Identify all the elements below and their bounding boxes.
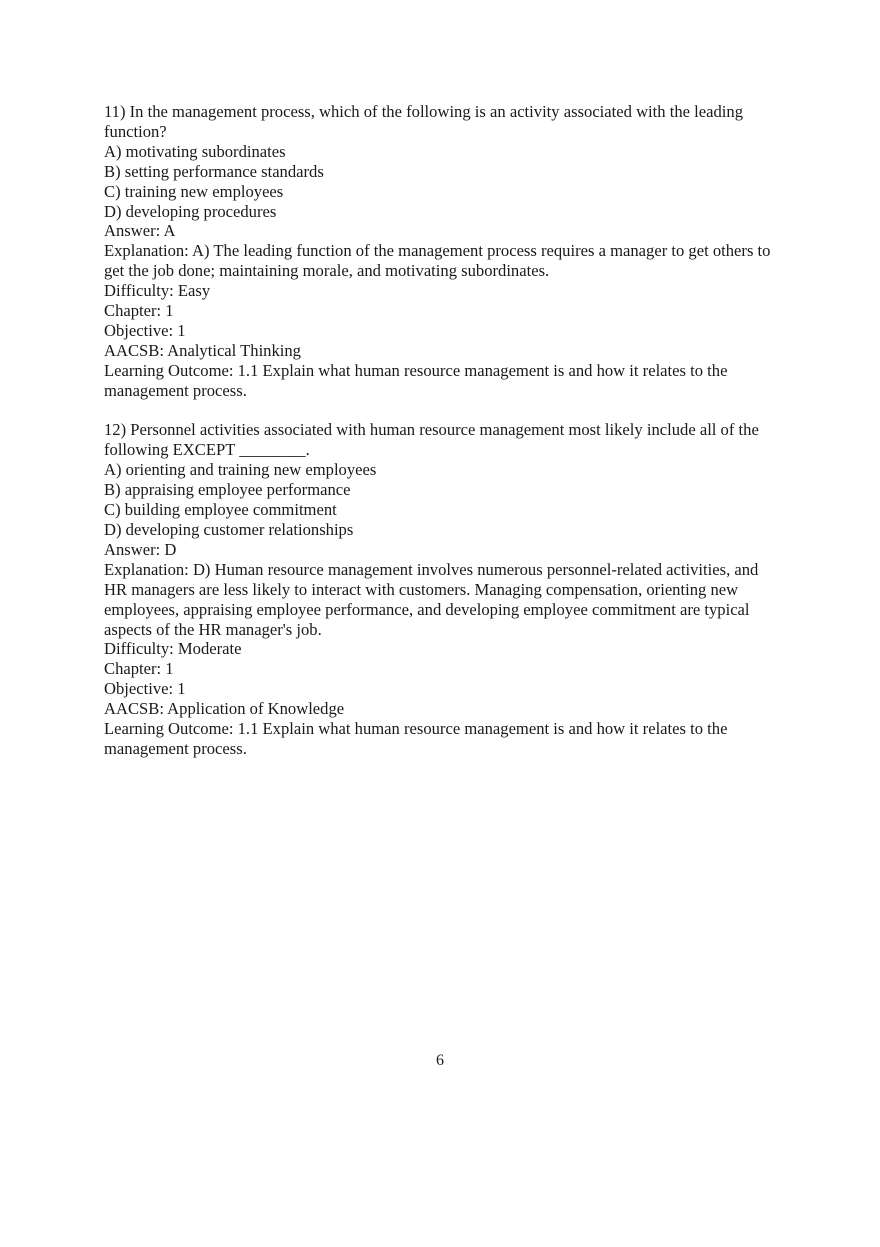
option-a: A) motivating subordinates	[104, 141, 286, 161]
option-b: B) appraising employee performance	[104, 480, 351, 500]
learning-outcome: Learning Outcome: 1.1 Explain what human resource management is and how it relates to the management process.	[104, 360, 728, 400]
option-c: C) building employee commitment	[104, 500, 337, 520]
option-a: A) orienting and training new employees	[104, 460, 377, 480]
question-stem: 12) Personnel activities associated with human resource management most likely include all of the following EXCEPT ________.	[104, 420, 759, 460]
answer: Answer: A	[104, 221, 176, 241]
explanation: Explanation: D) Human resource management involves numerous personnel-related activities, and HR managers are less likely to interact with customers. Managing compensation, orienting new employees, appraising employee performance, and developing employee commitment are typical aspects of the HR manager's job.	[104, 559, 759, 639]
question-stem: 11) In the management process, which of the following is an activity associated with the leading function?	[104, 102, 743, 141]
learning-outcome: Learning Outcome: 1.1 Explain what human resource management is and how it relates to the management process.	[104, 719, 728, 758]
chapter: Chapter: 1	[104, 659, 174, 679]
difficulty: Difficulty: Easy	[104, 281, 211, 301]
chapter: Chapter: 1	[104, 301, 174, 321]
explanation: Explanation: A) The leading function of the management process requires a manager to get others to get the job done; maintaining morale, and motivating subordinates.	[104, 241, 771, 281]
question-12	[104, 420, 776, 758]
page-number: 6	[436, 1052, 444, 1069]
difficulty: Difficulty: Moderate	[104, 639, 242, 659]
aacsb: AACSB: Analytical Thinking	[104, 340, 301, 360]
option-c: C) training new employees	[104, 181, 284, 201]
option-b: B) setting performance standards	[104, 161, 324, 181]
objective: Objective: 1	[104, 679, 186, 699]
question-11	[104, 102, 776, 401]
answer: Answer: D	[104, 539, 177, 559]
objective: Objective: 1	[104, 320, 186, 340]
option-d: D) developing procedures	[104, 201, 277, 221]
option-d: D) developing customer relationships	[104, 520, 354, 540]
page-content	[104, 102, 776, 759]
aacsb: AACSB: Application of Knowledge	[104, 699, 345, 719]
